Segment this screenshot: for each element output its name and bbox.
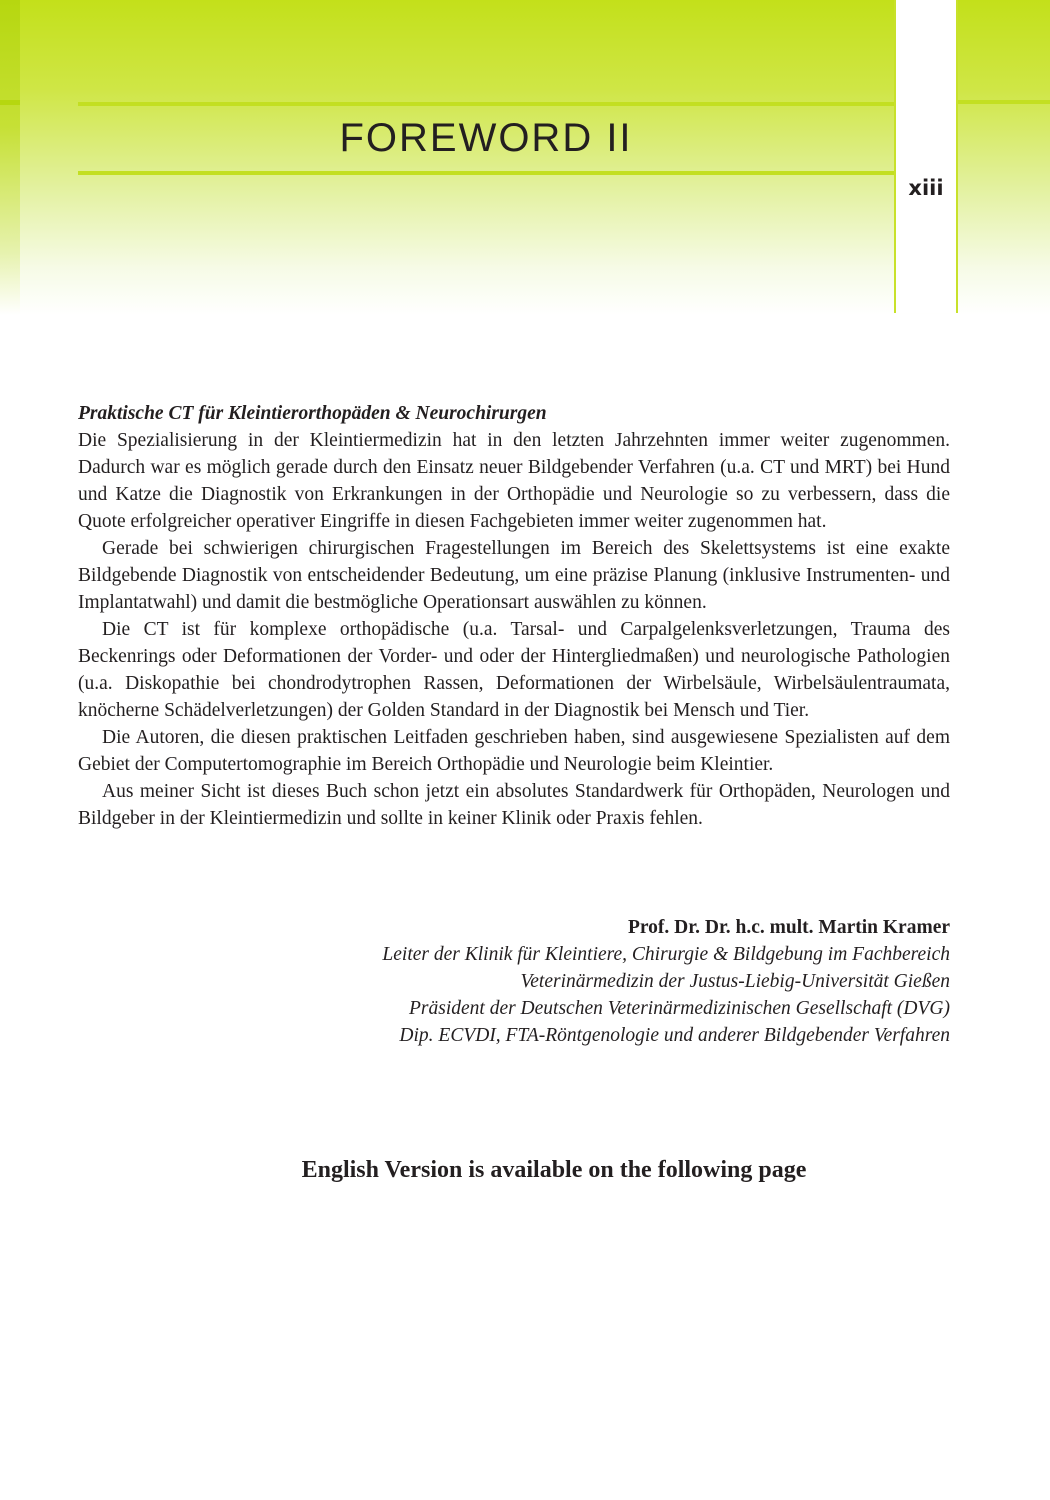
article-paragraph: Die CT ist für komplexe orthopädische (u.a. Tarsal- und Carpalgelenksverletzungen, Trauma des Beckenrings oder Deformationen der Vorder- und oder der Hintergliedmaßen) und neurologische Pathologien (u.a. Diskopathie bei chondrodytrophen Rassen, Deformationen der Wirbelsäule, Wirbelsäulentraumata, knöcherne Schädelverletzungen) der Golden Standard in der Diagnostik bei Mensch und Tier. — [78, 619, 950, 721]
page-title: FOREWORD II — [339, 116, 633, 160]
article-paragraph: Die Autoren, die diesen praktischen Leitfaden geschrieben haben, sind ausgewiesene Spezialisten auf dem Gebiet der Computertomographie im Bereich Orthopädie und Neurologie beim Kleintier. — [78, 727, 950, 775]
author-name: Prof. Dr. Dr. h.c. mult. Martin Kramer — [627, 917, 950, 938]
header-left-edge — [0, 0, 20, 315]
article-paragraph: Die Spezialisierung in der Kleintiermedizin hat in den letzten Jahrzehnten immer weiter zugenommen. Dadurch war es möglich gerade durch den Einsatz neuer Bildgebender Verfahren (u.a. CT und MRT) bei Hund und Katze die Diagnostik von Erkrankungen in der Orthopädie und Neurologie so zu verbessern, dass die Quote erfolgreicher operativer Eingriffe in diesen Fachgebieten immer weiter zugenommen hat. — [78, 430, 950, 532]
header-left-notch — [0, 100, 20, 105]
article-paragraph: Gerade bei schwierigen chirurgischen Fragestellungen im Bereich des Skelettsystems ist eine exakte Bildgebende Diagnostik von entscheidender Bedeutung, um eine präzise Planung (inklusive Instrumenten- und Implantatwahl) und damit die bestmögliche Operationsart auswählen zu können. — [78, 538, 950, 613]
tab-strip-right-rule — [956, 0, 958, 313]
article-paragraph: Aus meiner Sicht ist dieses Buch schon jetzt ein absolutes Standardwerk für Orthopäden, Neurologen und Bildgeber in der Kleintiermedizin und sollte in keiner Klinik oder Praxis fehlen. — [78, 781, 950, 829]
page-number: xiii — [908, 176, 944, 200]
author-affiliation-line: Dip. ECVDI, FTA-Röntgenologie und anderer Bildgebender Verfahren — [399, 1025, 950, 1046]
page-tab-strip — [896, 0, 956, 313]
author-affiliation-line: Präsident der Deutschen Veterinärmedizinischen Gesellschaft (DVG) — [408, 998, 950, 1019]
author-signature-block — [300, 914, 950, 1049]
title-rule-top — [78, 102, 894, 106]
author-affiliation-line: Veterinärmedizin der Justus-Liebig-Universität Gießen — [520, 971, 950, 992]
article-body — [78, 400, 950, 832]
english-version-note: English Version is available on the following page — [301, 1157, 807, 1183]
author-affiliation-line: Leiter der Klinik für Kleintiere, Chirurgie & Bildgebung im Fachbereich — [382, 944, 950, 965]
header-right-notch — [958, 100, 1050, 104]
article-subheading: Praktische CT für Kleintierorthopäden & Neurochirurgen — [78, 403, 547, 424]
title-rule-bottom — [78, 171, 894, 175]
tab-strip-left-rule — [894, 0, 896, 313]
